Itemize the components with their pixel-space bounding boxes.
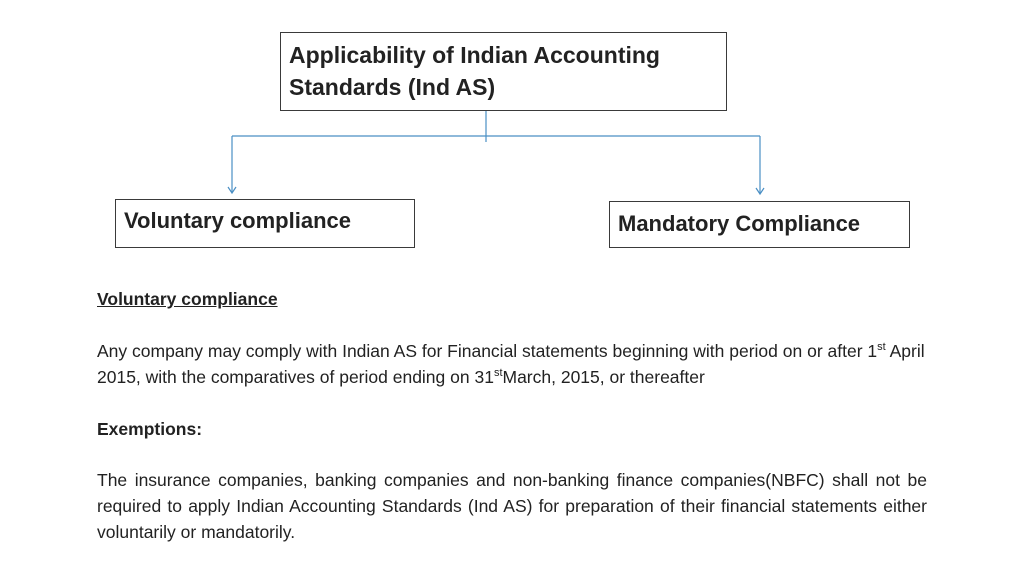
voluntary-paragraph: Any company may comply with Indian AS for Financial statements beginning with period on or after 1st April 2015, with the comparatives of period ending on 31stMarch, 2015, or thereafter [97, 341, 925, 387]
section-heading: Voluntary compliance [97, 289, 278, 309]
exemptions-heading: Exemptions: [97, 419, 203, 439]
root-node-label: Applicability of Indian Accounting Standards (Ind AS) [289, 42, 660, 100]
voluntary-compliance-label: Voluntary compliance [124, 208, 351, 233]
mandatory-compliance-node [609, 201, 910, 248]
voluntary-compliance-node [115, 199, 415, 248]
exemptions-paragraph: The insurance companies, banking companies and non-banking finance companies(NBFC) shall not be required to apply Indian Accounting Standards (Ind AS) for preparation of their financial statements either voluntarily or mandatorily. [97, 470, 927, 542]
mandatory-compliance-label: Mandatory Compliance [618, 211, 861, 236]
